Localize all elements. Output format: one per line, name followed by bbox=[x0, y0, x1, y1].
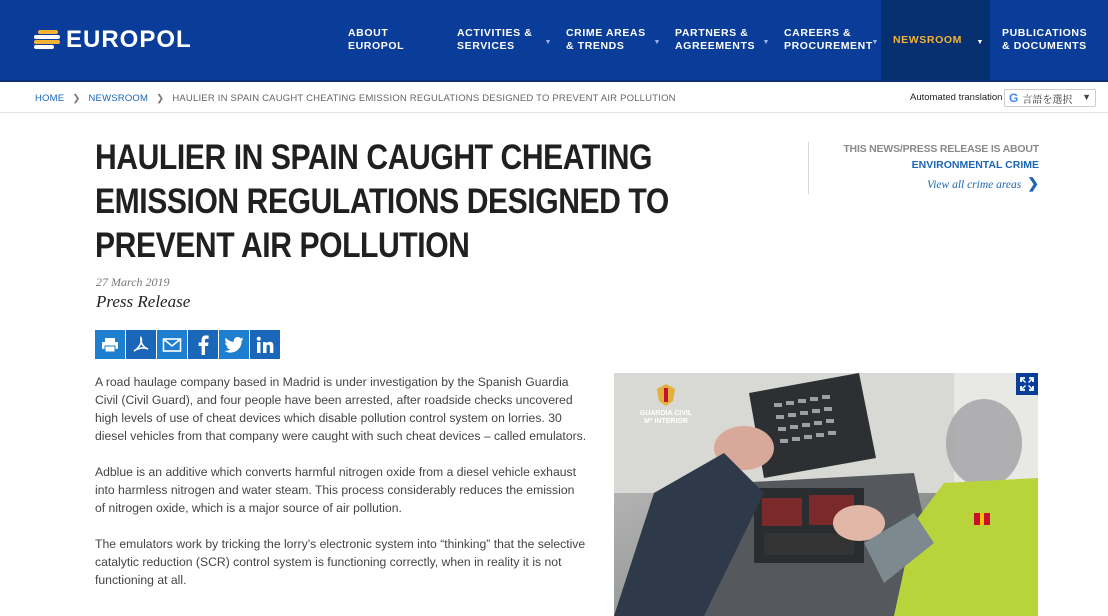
automated-translation-label: Automated translation bbox=[910, 92, 1003, 103]
google-g-icon: G bbox=[1009, 91, 1019, 105]
europol-logo-icon bbox=[34, 30, 60, 50]
print-icon bbox=[101, 337, 119, 353]
chevron-right-icon: ❯ bbox=[1027, 177, 1039, 192]
linkedin-button[interactable] bbox=[250, 330, 280, 359]
expand-image-button[interactable] bbox=[1016, 373, 1038, 395]
article-date: 27 March 2019 bbox=[96, 275, 170, 289]
nav-partners[interactable] bbox=[663, 0, 772, 80]
language-select-value: 言語を選択 bbox=[1022, 94, 1073, 106]
expand-icon bbox=[1020, 377, 1034, 391]
nav-label: CRIME AREAS & TRENDS bbox=[566, 27, 646, 52]
nav-activities-services[interactable] bbox=[445, 0, 554, 80]
email-icon bbox=[162, 337, 182, 353]
nav-newsroom[interactable] bbox=[881, 0, 990, 80]
nav-careers[interactable] bbox=[772, 0, 881, 80]
article-paragraph: The emulators work by tricking the lorry’s electronic system into “thinking” that the selective catalytic reduction (SCR) control system is functioning correctly, when in reality it is not functioning at all. bbox=[95, 537, 586, 587]
facebook-icon bbox=[197, 335, 209, 355]
chevron-down-icon: ▼ bbox=[1082, 92, 1091, 102]
breadcrumb bbox=[35, 93, 676, 104]
language-select[interactable] bbox=[1004, 89, 1096, 107]
breadcrumb-bar bbox=[0, 84, 1108, 113]
email-button[interactable] bbox=[157, 330, 187, 359]
caret-down-icon[interactable]: ▼ bbox=[871, 39, 879, 46]
view-all-label: View all crime areas bbox=[927, 178, 1022, 191]
pdf-icon bbox=[132, 336, 150, 354]
environmental-crime-link[interactable]: ENVIRONMENTAL CRIME bbox=[911, 159, 1039, 171]
guardia-civil-watermark bbox=[636, 383, 696, 426]
nav-label: PARTNERS & AGREEMENTS bbox=[675, 27, 756, 52]
caret-down-icon[interactable]: ▼ bbox=[762, 39, 770, 46]
caret-down-icon[interactable]: ▼ bbox=[976, 39, 984, 46]
nav-label: ACTIVITIES & SERVICES bbox=[457, 27, 533, 52]
europol-logo[interactable] bbox=[34, 26, 192, 54]
chevron-right-icon: ❯ bbox=[72, 93, 81, 104]
nav-about-europol[interactable] bbox=[336, 0, 445, 80]
site-header bbox=[0, 0, 1108, 82]
breadcrumb-home[interactable]: HOME bbox=[35, 93, 65, 104]
article-title: HAULIER IN SPAIN CAUGHT CHEATING EMISSION REGULATIONS DESIGNED TO PREVENT AIR POLLUTION bbox=[95, 138, 669, 265]
nav-label: NEWSROOM bbox=[893, 33, 962, 46]
article-paragraph: Adblue is an additive which converts harmful nitrogen oxide from a diesel vehicle exhaust into harmless nitrogen and water steam. This process considerably reduces the emission of nitrogen oxide, which is a major source of air pollution. bbox=[95, 465, 576, 515]
twitter-button[interactable] bbox=[219, 330, 249, 359]
nav-crime-areas[interactable] bbox=[554, 0, 663, 80]
twitter-icon bbox=[224, 337, 244, 353]
breadcrumb-newsroom[interactable]: NEWSROOM bbox=[88, 93, 149, 104]
nav-label: CAREERS & PROCUREMENT bbox=[784, 27, 873, 52]
sidebar-label: THIS NEWS/PRESS RELEASE IS ABOUT bbox=[843, 143, 1039, 155]
share-toolbar bbox=[95, 330, 280, 359]
article-paragraph: A road haulage company based in Madrid is under investigation by the Spanish Guardia Civil (Civil Guard), and four people have been arrested, after roadside checks uncovered high levels of use of cheat devices which disable pollution control system on lorries. 30 diesel vehicles from that company were caught with such cheat devices – called emulators. bbox=[95, 375, 587, 443]
view-all-crime-areas-link[interactable] bbox=[927, 176, 1039, 193]
watermark-line1: GUARDIA CIVIL bbox=[639, 410, 693, 417]
watermark-line2: Mº INTERIOR bbox=[644, 418, 688, 425]
facebook-button[interactable] bbox=[188, 330, 218, 359]
nav-label: PUBLICATIONS & DOCUMENTS bbox=[1002, 27, 1088, 52]
crime-area-sidebar bbox=[808, 142, 1039, 194]
article-photo[interactable] bbox=[614, 373, 1038, 616]
nav-publications[interactable] bbox=[990, 0, 1108, 80]
article-body bbox=[95, 373, 587, 607]
caret-down-icon[interactable]: ▼ bbox=[653, 39, 661, 46]
chevron-right-icon: ❯ bbox=[156, 93, 165, 104]
logo-text: EUROPOL bbox=[66, 26, 192, 53]
article-type: Press Release bbox=[96, 292, 191, 311]
main-nav bbox=[336, 0, 1108, 80]
guardia-civil-emblem-icon bbox=[655, 383, 677, 407]
nav-label: ABOUT EUROPOL bbox=[348, 27, 405, 52]
caret-down-icon[interactable]: ▼ bbox=[544, 39, 552, 46]
print-button[interactable] bbox=[95, 330, 125, 359]
linkedin-icon bbox=[256, 336, 274, 354]
breadcrumb-current: HAULIER IN SPAIN CAUGHT CHEATING EMISSION REGULATIONS DESIGNED TO PREVENT AIR POLLUTION bbox=[172, 93, 676, 104]
pdf-button[interactable] bbox=[126, 330, 156, 359]
